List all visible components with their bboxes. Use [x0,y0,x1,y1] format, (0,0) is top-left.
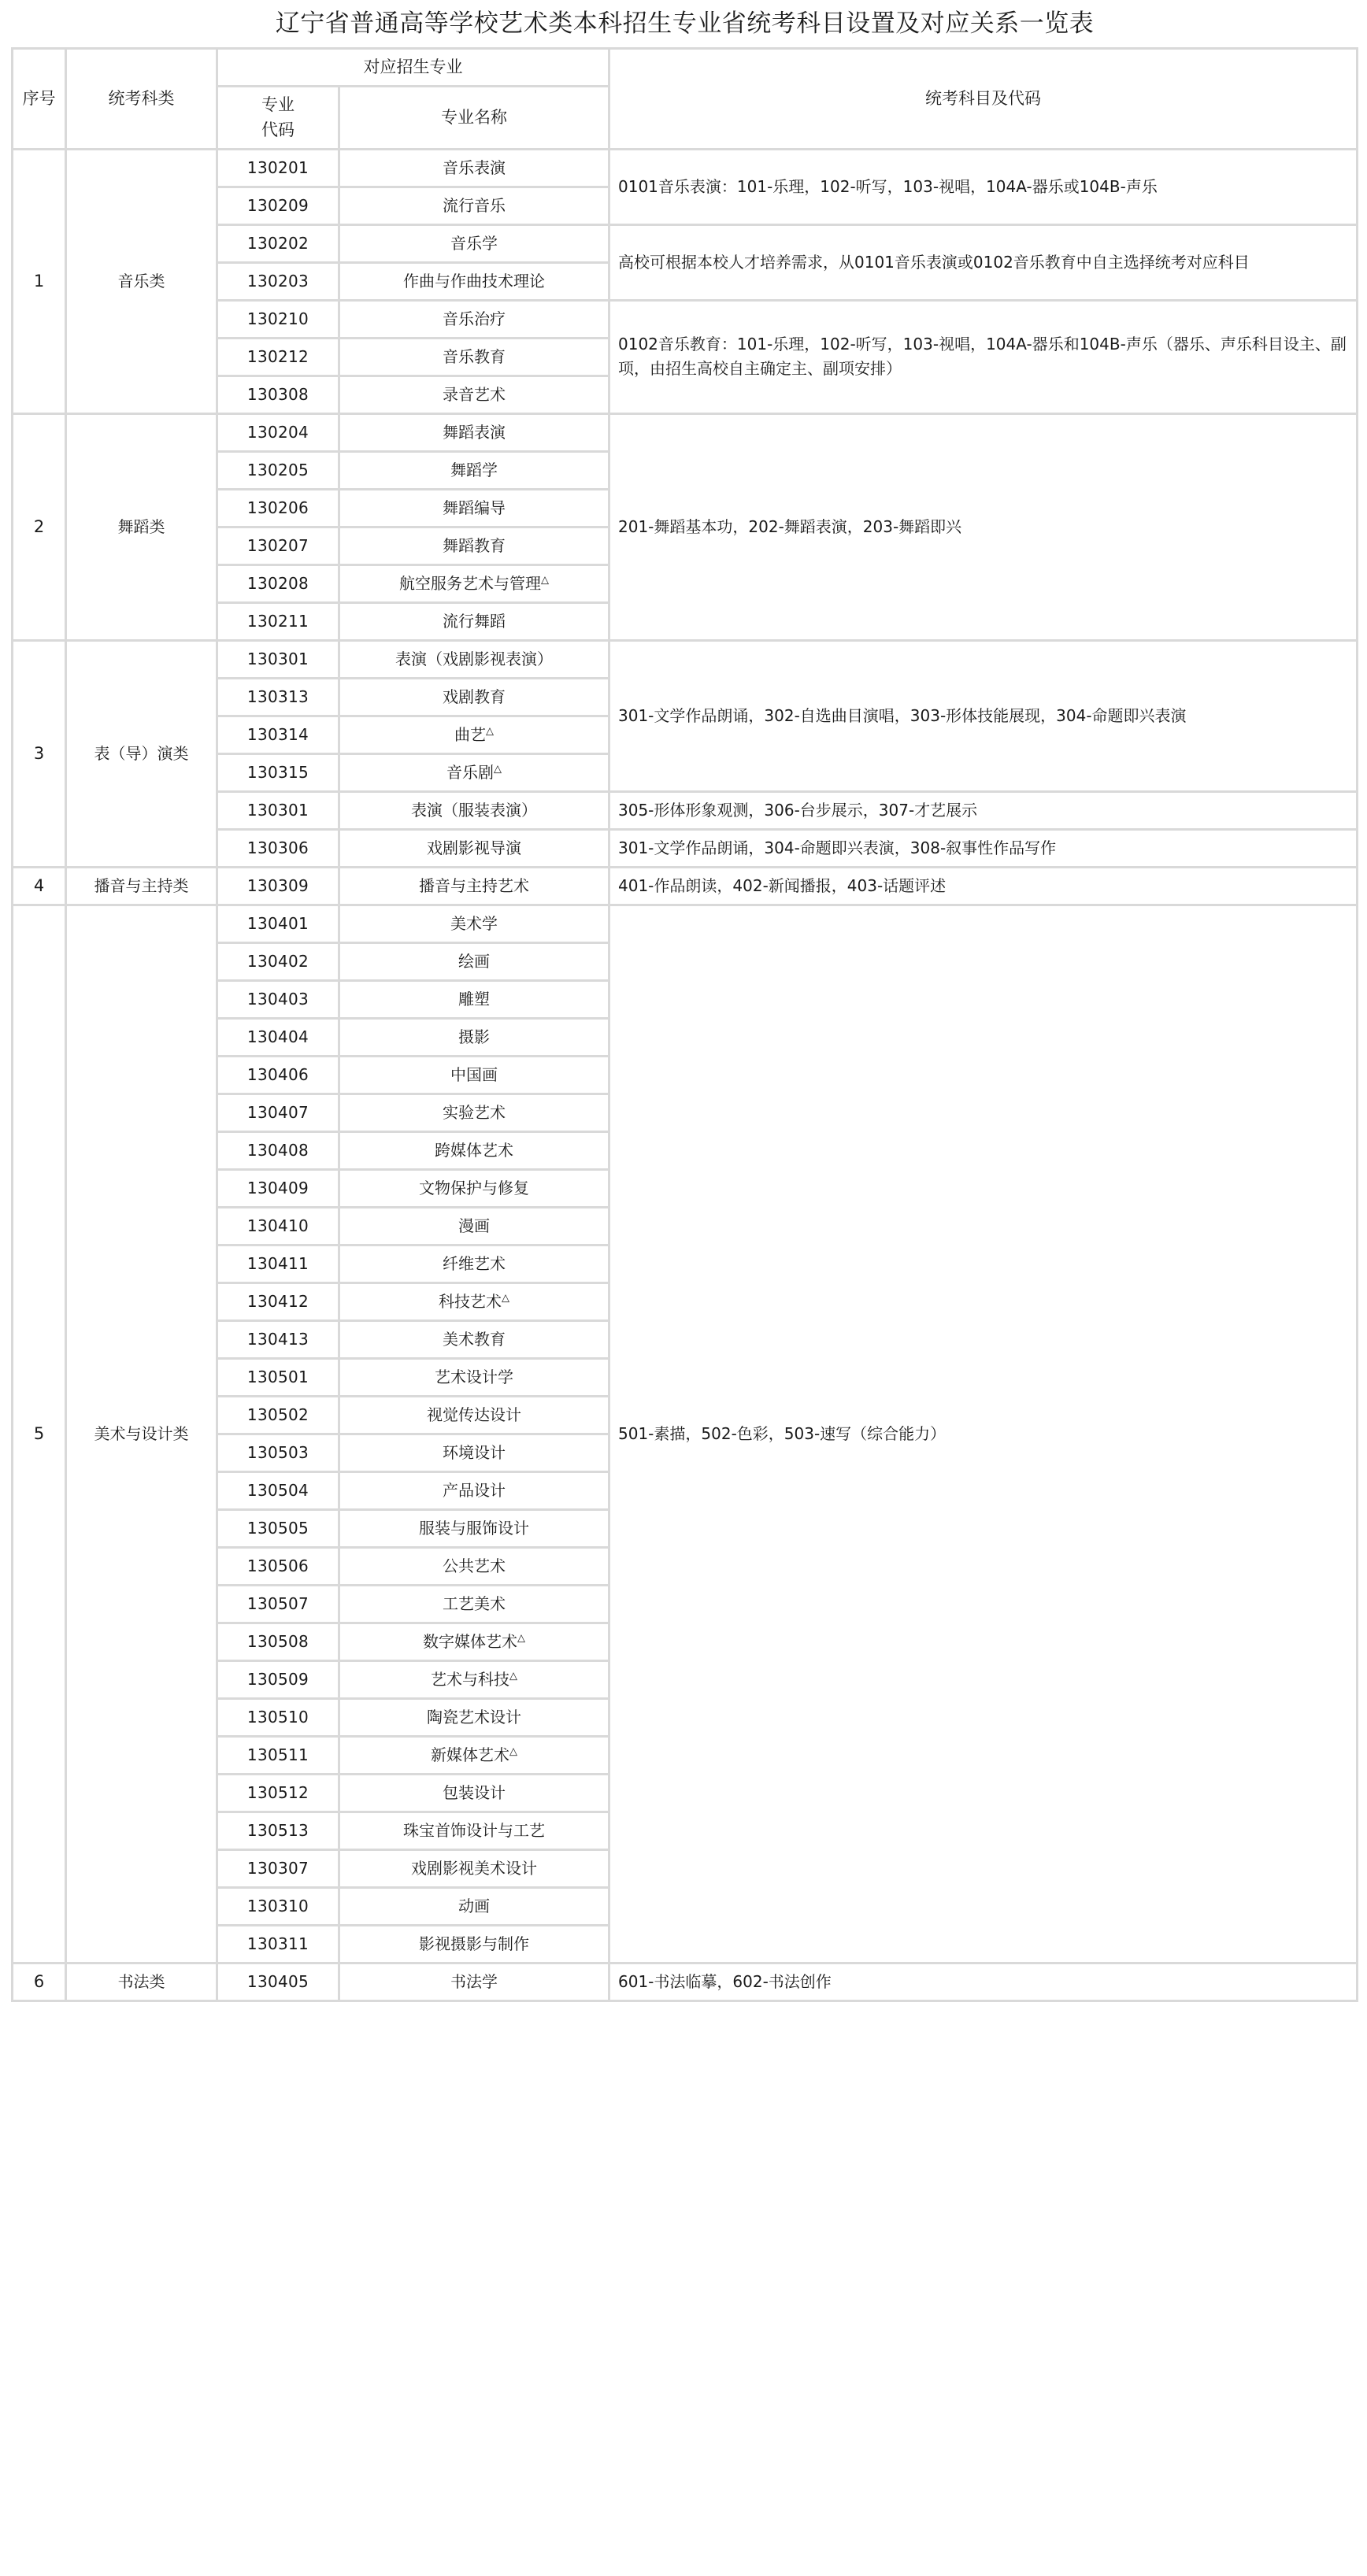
majors-table [11,0,1358,2002]
table-row [13,867,1358,905]
cell-major-name: 美术教育 [339,1320,609,1358]
cell-major-code: 130209 [217,187,339,224]
header-row-group [13,49,1358,87]
table-header [13,0,1358,149]
cell-major-name: 绘画 [339,942,609,980]
cell-major-name: 雕塑 [339,980,609,1018]
table-row [13,149,1358,187]
cell-major-name: 科技艺术△ [339,1282,609,1320]
cell-exam-subjects: 301-文学作品朗诵，304-命题即兴表演，308-叙事性作品写作 [609,829,1358,867]
triangle-marker-icon: △ [509,1670,517,1682]
cell-major-name: 音乐学 [339,224,609,262]
cell-major-name: 跨媒体艺术 [339,1131,609,1169]
cell-exam-subjects: 501-素描，502-色彩，503-速写（综合能力） [609,905,1358,1963]
cell-exam-category: 舞蹈类 [66,413,217,640]
cell-major-name: 实验艺术 [339,1094,609,1131]
cell-major-code: 130301 [217,640,339,678]
cell-major-code: 130504 [217,1471,339,1509]
triangle-marker-icon: △ [517,1632,525,1645]
cell-exam-subjects: 401-作品朗读，402-新闻播报，403-话题评述 [609,867,1358,905]
cell-major-code: 130501 [217,1358,339,1396]
cell-major-code: 130402 [217,942,339,980]
cell-major-name: 音乐教育 [339,338,609,376]
table-row [13,413,1358,451]
cell-major-code: 130408 [217,1131,339,1169]
cell-major-code: 130510 [217,1698,339,1736]
cell-major-name: 艺术设计学 [339,1358,609,1396]
cell-major-code: 130314 [217,716,339,753]
cell-major-code: 130512 [217,1774,339,1812]
cell-exam-category: 音乐类 [66,149,217,413]
cell-major-code: 130205 [217,451,339,489]
cell-major-name: 中国画 [339,1056,609,1094]
cell-major-name: 戏剧影视导演 [339,829,609,867]
cell-major-code: 130210 [217,300,339,338]
cell-major-name: 视觉传达设计 [339,1396,609,1434]
cell-exam-subjects: 201-舞蹈基本功，202-舞蹈表演，203-舞蹈即兴 [609,413,1358,640]
cell-major-code: 130513 [217,1812,339,1849]
cell-major-code: 130313 [217,678,339,716]
table-row [13,1963,1358,2000]
cell-major-name: 播音与主持艺术 [339,867,609,905]
cell-exam-subjects: 高校可根据本校人才培养需求，从0101音乐表演或0102音乐教育中自主选择统考对应科目 [609,224,1358,300]
cell-major-name: 艺术与科技△ [339,1660,609,1698]
cell-major-name: 文物保护与修复 [339,1169,609,1207]
cell-major-name: 作曲与作曲技术理论 [339,262,609,300]
cell-major-name: 音乐治疗 [339,300,609,338]
cell-exam-category: 播音与主持类 [66,867,217,905]
cell-major-name: 戏剧教育 [339,678,609,716]
cell-major-code: 130503 [217,1434,339,1471]
header-major-code-line2: 代码 [261,120,295,140]
cell-major-name: 动画 [339,1887,609,1925]
cell-major-name: 曲艺△ [339,716,609,753]
cell-major-code: 130404 [217,1018,339,1056]
cell-major-code: 130406 [217,1056,339,1094]
cell-major-name: 表演（戏剧影视表演） [339,640,609,678]
cell-major-code: 130412 [217,1282,339,1320]
cell-major-name: 纤维艺术 [339,1245,609,1282]
cell-major-name: 表演（服装表演） [339,791,609,829]
cell-exam-subjects: 305-形体形象观测，306-台步展示，307-才艺展示 [609,791,1358,829]
header-major-code-line1: 专业 [261,94,295,114]
cell-major-code: 130208 [217,564,339,602]
cell-major-name: 舞蹈教育 [339,527,609,564]
cell-major-code: 130403 [217,980,339,1018]
cell-major-code: 130306 [217,829,339,867]
cell-major-name: 音乐表演 [339,149,609,187]
header-seq: 序号 [13,49,66,150]
cell-sequence-number: 2 [13,413,66,640]
table-row [13,640,1358,678]
cell-major-code: 130203 [217,262,339,300]
cell-major-code: 130410 [217,1207,339,1245]
header-subjects: 统考科目及代码 [609,49,1358,150]
cell-major-name: 戏剧影视美术设计 [339,1849,609,1887]
cell-major-code: 130212 [217,338,339,376]
cell-major-name: 航空服务艺术与管理△ [339,564,609,602]
cell-major-name: 舞蹈编导 [339,489,609,527]
cell-major-name: 影视摄影与制作 [339,1925,609,1963]
cell-major-name: 数字媒体艺术△ [339,1623,609,1660]
cell-major-name: 包装设计 [339,1774,609,1812]
cell-major-code: 130307 [217,1849,339,1887]
cell-major-code: 130411 [217,1245,339,1282]
cell-exam-subjects: 0102音乐教育：101-乐理，102-听写，103-视唱，104A-器乐和104B-声乐（器乐、声乐科目设主、副项，由招生高校自主确定主、副项安排） [609,300,1358,413]
cell-major-code: 130301 [217,791,339,829]
cell-major-code: 130308 [217,376,339,413]
cell-major-code: 130502 [217,1396,339,1434]
header-group-majors: 对应招生专业 [217,49,609,87]
triangle-marker-icon: △ [502,1292,509,1305]
cell-major-name: 美术学 [339,905,609,942]
cell-major-code: 130204 [217,413,339,451]
cell-exam-category: 美术与设计类 [66,905,217,1963]
cell-major-name: 舞蹈学 [339,451,609,489]
triangle-marker-icon: △ [541,574,549,587]
header-category: 统考科类 [66,49,217,150]
cell-major-name: 陶瓷艺术设计 [339,1698,609,1736]
cell-major-code: 130315 [217,753,339,791]
cell-sequence-number: 4 [13,867,66,905]
cell-major-name: 服装与服饰设计 [339,1509,609,1547]
cell-major-name: 新媒体艺术△ [339,1736,609,1774]
triangle-marker-icon: △ [509,1745,517,1758]
cell-major-name: 录音艺术 [339,376,609,413]
cell-major-code: 130509 [217,1660,339,1698]
cell-major-name: 漫画 [339,1207,609,1245]
cell-major-code: 130405 [217,1963,339,2000]
cell-major-code: 130505 [217,1509,339,1547]
cell-sequence-number: 5 [13,905,66,1963]
cell-major-code: 130207 [217,527,339,564]
cell-exam-category: 表（导）演类 [66,640,217,867]
cell-exam-subjects: 301-文学作品朗诵，302-自选曲目演唱，303-形体技能展现，304-命题即兴表演 [609,640,1358,791]
cell-major-code: 130309 [217,867,339,905]
cell-major-name: 舞蹈表演 [339,413,609,451]
cell-major-name: 产品设计 [339,1471,609,1509]
cell-major-name: 音乐剧△ [339,753,609,791]
page-title: 辽宁省普通高等学校艺术类本科招生专业省统考科目设置及对应关系一览表 [13,0,1358,49]
cell-major-name: 摄影 [339,1018,609,1056]
cell-sequence-number: 6 [13,1963,66,2000]
cell-major-code: 130310 [217,1887,339,1925]
cell-sequence-number: 3 [13,640,66,867]
cell-major-code: 130211 [217,602,339,640]
cell-major-code: 130413 [217,1320,339,1358]
cell-major-name: 流行音乐 [339,187,609,224]
cell-major-code: 130508 [217,1623,339,1660]
header-major-name: 专业名称 [339,86,609,149]
table-body [13,149,1358,2000]
cell-major-name: 书法学 [339,1963,609,2000]
triangle-marker-icon: △ [494,763,502,775]
cell-major-name: 工艺美术 [339,1585,609,1623]
cell-exam-subjects: 0101音乐表演：101-乐理，102-听写，103-视唱，104A-器乐或104B-声乐 [609,149,1358,224]
cell-major-code: 130507 [217,1585,339,1623]
cell-major-code: 130511 [217,1736,339,1774]
cell-major-code: 130409 [217,1169,339,1207]
cell-major-name: 珠宝首饰设计与工艺 [339,1812,609,1849]
header-major-code [217,86,339,149]
title-row [13,0,1358,49]
triangle-marker-icon: △ [486,725,494,738]
cell-major-code: 130506 [217,1547,339,1585]
table-row [13,905,1358,942]
cell-major-code: 130206 [217,489,339,527]
cell-major-code: 130202 [217,224,339,262]
cell-major-code: 130311 [217,1925,339,1963]
cell-major-name: 流行舞蹈 [339,602,609,640]
cell-exam-subjects: 601-书法临摹，602-书法创作 [609,1963,1358,2000]
cell-major-code: 130201 [217,149,339,187]
cell-major-name: 环境设计 [339,1434,609,1471]
cell-major-code: 130401 [217,905,339,942]
cell-exam-category: 书法类 [66,1963,217,2000]
cell-major-code: 130407 [217,1094,339,1131]
cell-sequence-number: 1 [13,149,66,413]
cell-major-name: 公共艺术 [339,1547,609,1585]
